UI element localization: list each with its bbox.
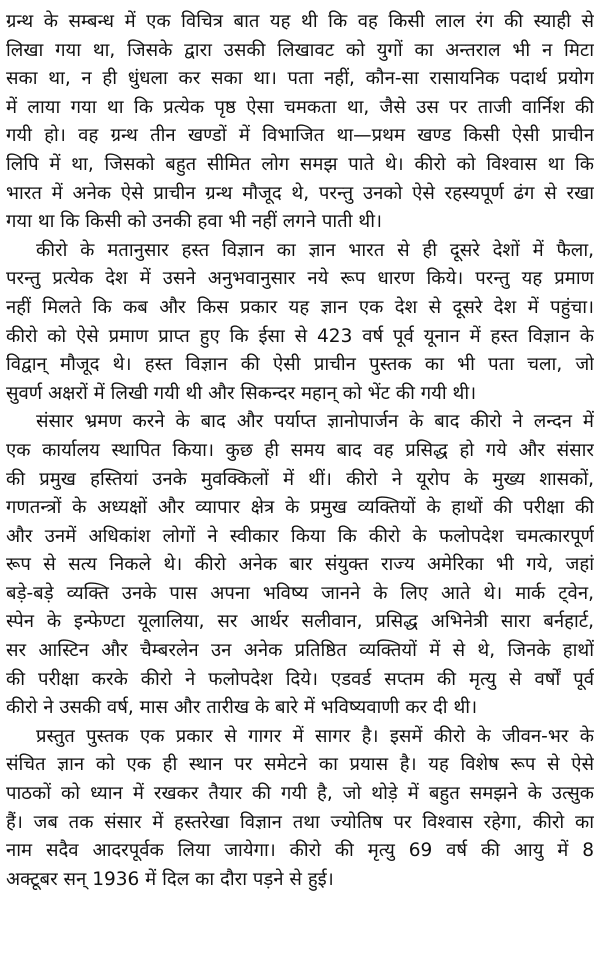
text-line: लिखा गया था, जिसके द्वारा उसकी लिखावट को युगों का अन्तराल भी न मिटा [6, 39, 594, 61]
text-line: सका था, न ही धुंधला कर सका था। पता नहीं, कौन-सा रासायनिक पदार्थ प्रयोग [6, 68, 594, 90]
text-line: स्पेन के इन्फेण्टा यूलालिया, सर आर्थर सलीवान, प्रसिद्ध अभिनेत्री सारा बर्नहार्ट, [6, 611, 594, 633]
paragraph-2 [6, 237, 594, 409]
text-line: हैं। जब तक संसार में हस्तरेखा विज्ञान तथा ज्योतिष पर विश्वास रहेगा, कीरो का [6, 811, 594, 833]
text-line: सुवर्ण अक्षरों में लिखी गयी थी और सिकन्दर महान् को भेंट की गयी थी। [6, 382, 477, 404]
text-line: कीरो ने उसकी वर्ष, मास और तारीख के बारे में भविष्यवाणी कर दी थी। [6, 697, 478, 719]
text-line: नहीं मिलते कि कब और किस प्रकार यह ज्ञान एक देश से दूसरे देश में पहुंचा। [6, 296, 594, 318]
text-line: बड़े-बड़े व्यक्ति उनके पास अपना भविष्य जानने के लिए आते थे। मार्क ट्वेन, [6, 582, 594, 604]
text-line: विद्वान् मौजूद थे। हस्त विज्ञान की ऐसी प्राचीन पुस्तक का भी पता चला, जो [6, 354, 594, 376]
text-line: कीरो के मतानुसार हस्त विज्ञान का ज्ञान भारत से ही दूसरे देशों में फैला, [36, 239, 594, 261]
text-line: सर आस्टिन और चैम्बरलेन उन अनेक प्रतिष्ठित व्यक्तियों में से थे, जिनके हाथों [6, 640, 594, 662]
text-line: पाठकों को ध्यान में रखकर तैयार की गयी है, जो थोड़े में बहुत समझने के उत्सुक [6, 783, 594, 805]
text-line: ग्रन्थ के सम्बन्ध में एक विचित्र बात यह थी कि वह किसी लाल रंग की स्याही से [6, 11, 594, 32]
text-line: नाम सदैव आदरपूर्वक लिया जायेगा। कीरो की मृत्यु 69 वर्ष की आयु में 8 [6, 840, 594, 862]
text-line: गणतन्त्रों के अध्यक्षों और व्यापार क्षेत्र के प्रमुख व्यक्तियों के हाथों की परीक्षा की [6, 497, 594, 519]
text-line: प्रस्तुत पुस्तक एक प्रकार से गागर में सागर है। इसमें कीरो के जीवन-भर के [36, 725, 594, 747]
text-line: लिपि में था, जिसको बहुत सीमित लोग समझ पाते थे। कीरो को विश्वास था कि [6, 153, 594, 175]
text-line: रूप से सत्य निकले थे। कीरो अनेक बार संयुक्त राज्य अमेरिका भी गये, जहां [6, 554, 594, 576]
text-line: की प्रमुख हस्तियां उनके मुवक्किलों में थीं। कीरो ने यूरोप के मुख्य शासकों, [6, 468, 594, 490]
text-line: संसार भ्रमण करने के बाद और पर्याप्त ज्ञानोपार्जन के बाद कीरो ने लन्दन में [36, 411, 594, 433]
text-line: में लाया गया था कि प्रत्येक पृष्ठ ऐसा चमकता था, जैसे उस पर ताजी वार्निश की [6, 96, 594, 118]
text-line: अक्टूबर सन् 1936 में दिल का दौरा पड़ने से हुई। [6, 868, 334, 890]
text-line: गयी हो। वह ग्रन्थ तीन खण्डों में विभाजित था—प्रथम खण्ड किसी ऐसी प्राचीन [6, 125, 594, 147]
text-line: परन्तु प्रत्येक देश में उसने अनुभवानुसार नये रूप धारण किये। परन्तु यह प्रमाण [6, 268, 594, 290]
text-line: संचित ज्ञान को एक ही स्थान पर समेटने का प्रयास है। यह विशेष रूप से ऐसे [6, 754, 594, 776]
text-line: गया था कि किसी को उनकी हवा भी नहीं लगने पाती थी। [6, 211, 383, 233]
text-line: और उनमें अधिकांश लोगों ने स्वीकार किया कि कीरो के फलोपदेश चमत्कारपूर्ण [6, 525, 594, 547]
paragraph-4 [6, 723, 594, 895]
paragraph-1 [6, 8, 594, 237]
paragraph-3 [6, 408, 594, 723]
text-line: एक कार्यालय स्थापित किया। कुछ ही समय बाद वह प्रसिद्ध हो गये और संसार [6, 439, 594, 461]
text-line: भारत में अनेक ऐसे प्राचीन ग्रन्थ मौजूद थे, परन्तु उनको ऐसे रहस्यपूर्ण ढंग से रखा [6, 182, 594, 204]
text-line: की परीक्षा करके कीरो ने फलोपदेश दिये। एडवर्ड सप्तम की मृत्यु से वर्षों पूर्व [6, 668, 594, 690]
text-line: कीरो को ऐसे प्रमाण प्राप्त हुए कि ईसा से 423 वर्ष पूर्व यूनान में हस्त विज्ञान के [6, 325, 594, 347]
